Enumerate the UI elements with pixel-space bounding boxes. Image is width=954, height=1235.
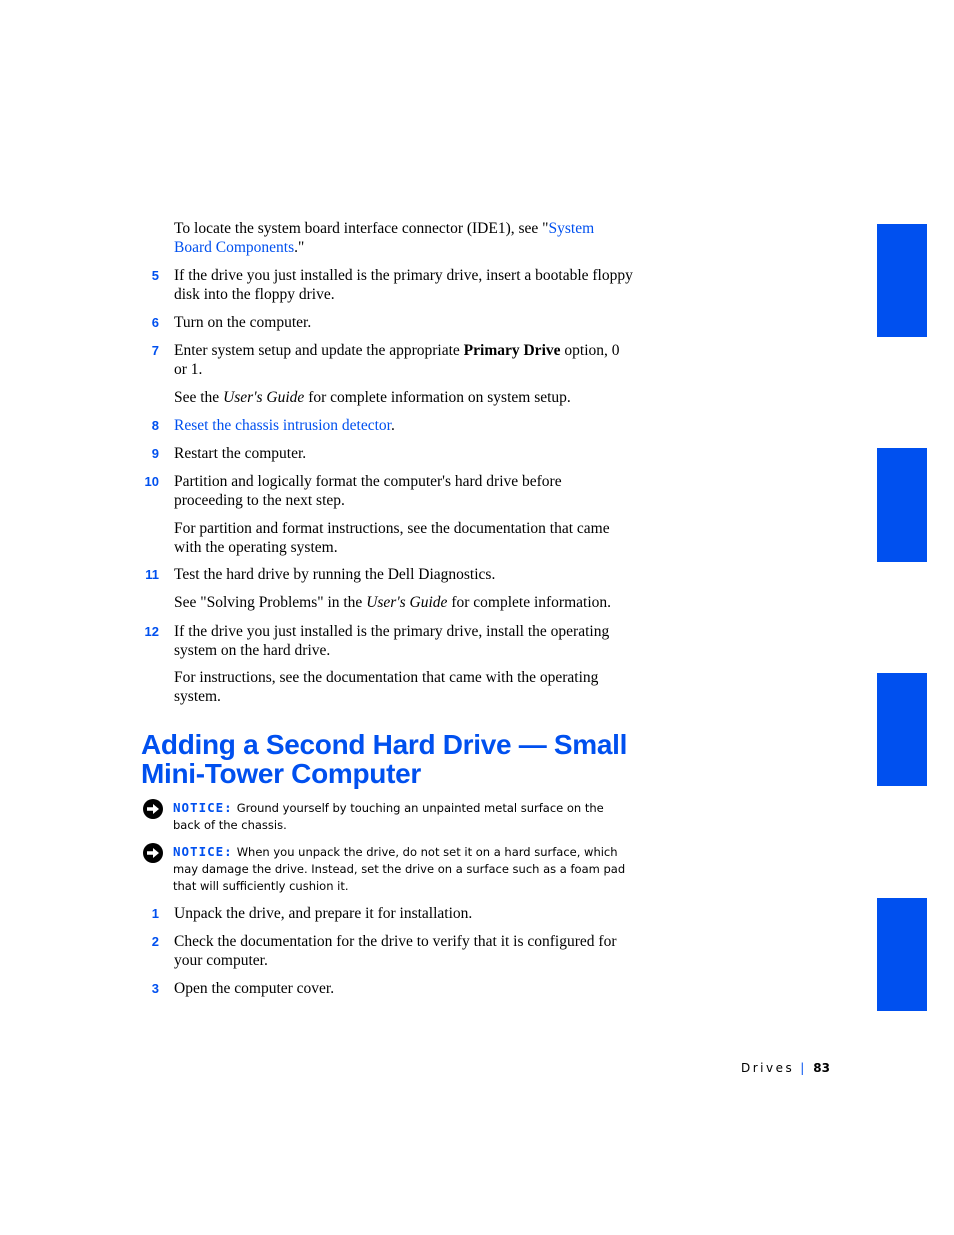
step-number: 11 [145, 567, 159, 582]
system-board-components-link[interactable]: System Board Components [174, 220, 595, 256]
step-text: If the drive you just installed is the primary drive, install the operating system on the hard drive. [174, 623, 610, 659]
note-text-part: See the [174, 389, 224, 406]
step-note [174, 593, 634, 612]
note-text-part: for complete information on system setup. [304, 389, 571, 406]
notice-label: NOTICE: [173, 844, 233, 859]
step-number: 6 [151, 315, 159, 330]
footer-section-name: Drives [741, 1061, 795, 1075]
users-guide-title: User's Guide [366, 594, 448, 611]
step-number: 12 [144, 624, 159, 639]
step-number: 1 [151, 906, 159, 921]
top-note [174, 219, 634, 257]
users-guide-title: User's Guide [223, 389, 305, 406]
top-note-suffix: ." [294, 239, 305, 256]
footer-separator: | [800, 1061, 805, 1075]
notice-label: NOTICE: [173, 800, 233, 815]
step-number: 7 [151, 343, 159, 358]
step-text: Test the hard drive by running the Dell Diagnostics. [174, 566, 496, 583]
notice-text [173, 843, 629, 895]
step-number: 10 [144, 474, 159, 489]
notice-arrow-icon [143, 843, 163, 863]
step-number: 3 [151, 981, 159, 996]
section-heading: Adding a Second Hard Drive — Small Mini-Tower Computer [141, 729, 628, 789]
step-note: For partition and format instructions, see the documentation that came with the operating system. [174, 520, 610, 556]
notice-body: When you unpack the drive, do not set it on a hard surface, which may damage the drive. Instead, set the drive on a surface such as a foam pad that will sufficiently cushion it. [173, 845, 626, 893]
step-text: Open the computer cover. [174, 980, 335, 997]
note-text-part: See "Solving Problems" in the [174, 594, 367, 611]
step-note [174, 388, 634, 407]
section-tab-marker [877, 673, 927, 786]
step-text [174, 341, 634, 379]
step-text: If the drive you just installed is the primary drive, insert a bootable floppy disk into the floppy drive. [174, 267, 633, 303]
step-number: 2 [151, 934, 159, 949]
note-text-part: for complete information. [447, 594, 612, 611]
notice-text [173, 799, 629, 834]
section-tab-marker [877, 898, 927, 1011]
step-text: Partition and logically format the computer's hard drive before proceeding to the next step. [174, 473, 562, 509]
step-text: Check the documentation for the drive to verify that it is configured for your computer. [174, 933, 617, 969]
step-text: Turn on the computer. [174, 314, 312, 331]
section-tab-marker [877, 448, 927, 562]
primary-drive-label: Primary Drive [463, 342, 561, 359]
step-text-part: Enter system setup and update the appropriate [174, 342, 464, 359]
page-footer [700, 1061, 830, 1075]
reset-intrusion-detector-link[interactable]: Reset the chassis intrusion detector [174, 417, 391, 434]
step-text [174, 416, 634, 435]
top-note-text: To locate the system board interface connector (IDE1), see " [174, 220, 549, 237]
section-tab-marker [877, 224, 927, 337]
page-number: 83 [813, 1061, 830, 1075]
notice-arrow-icon [143, 799, 163, 819]
notice-body: Ground yourself by touching an unpainted metal surface on the back of the chassis. [173, 801, 604, 832]
step-number: 9 [151, 446, 159, 461]
step-number: 5 [151, 268, 159, 283]
step-text: Unpack the drive, and prepare it for installation. [174, 905, 473, 922]
step-text: Restart the computer. [174, 445, 307, 462]
step-text-part: option, 0 or 1. [174, 342, 620, 378]
step-note: For instructions, see the documentation that came with the operating system. [174, 669, 599, 705]
step-text-part: . [390, 417, 395, 434]
step-number: 8 [151, 418, 159, 433]
